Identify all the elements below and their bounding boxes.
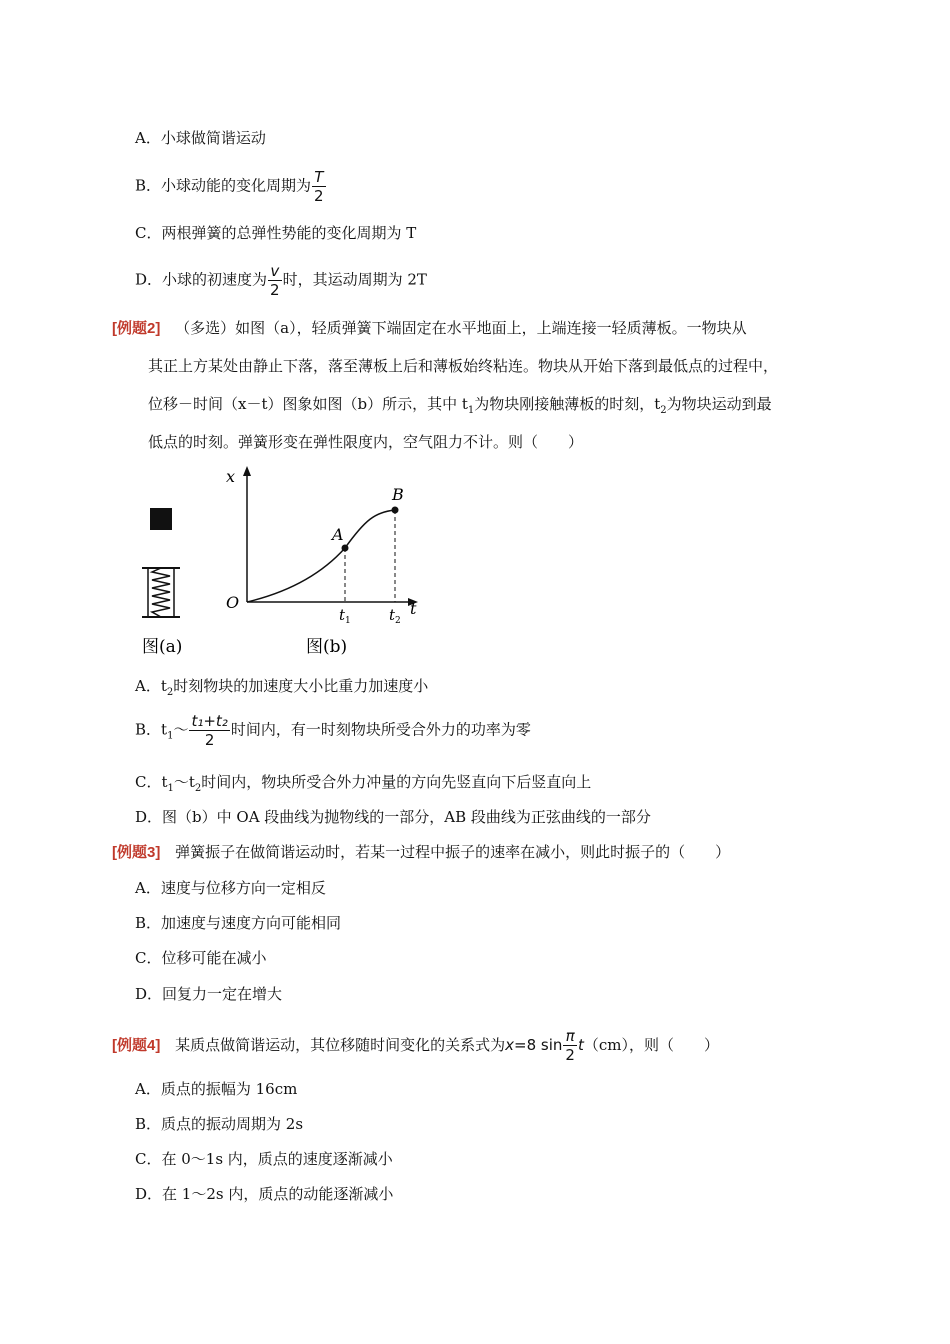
axis-label-t: t [410,599,417,618]
q1-option-d [135,262,427,299]
ex2-option-b-text: 时间内，有一时刻物块所受合外力的功率为零 [230,720,531,739]
q1-option-d-tail: 时，其运动周期为 2T [282,270,427,289]
ex2-option-b-prefix: B．t [135,720,168,739]
ex4-tag: [例题4] [112,1037,161,1054]
ex3-stem [112,842,730,863]
ex2-option-a-text: 时刻物块的加速度大小比重力加速度小 [173,677,429,695]
ex2-option-c-mid: ～t [173,773,195,791]
fraction-denominator: 2 [565,1046,575,1064]
tick-label-t2 [389,606,401,626]
tick-label-t2-main: t [389,606,396,624]
ex2-option-c-sub2: 2 [194,783,202,794]
ex2-option-a-sub: 2 [166,687,174,698]
tick-label-t1-main: t [339,606,346,624]
ex2-line3-c: 为物块运动到最 [666,395,772,413]
ex4-option-b: B．质点的振动周期为 2s [135,1115,304,1133]
ex2-option-b-tilde: ～ [173,720,189,739]
axis-label-x: x [226,467,236,486]
ex2-option-c [135,772,591,799]
ex2-option-c-sub1: 1 [167,783,174,794]
ex4-option-c: C．在 0～1s 内，质点的速度逐渐减小 [135,1150,393,1168]
q1-option-a: A．小球做简谐运动 [135,129,266,147]
fraction-numerator: t₁+t₂ [191,712,228,730]
ex2-line3-b: 为物块刚接触薄板的时刻，t [474,395,661,413]
fraction-v-over-2 [268,262,282,299]
origin-label: O [226,593,240,612]
caption-a: 图(a) [142,637,183,657]
fraction-numerator: T [314,168,324,186]
ex2-option-d: D．图（b）中 OA 段曲线为抛物线的一部分，AB 段曲线为正弦曲线的一部分 [135,808,651,826]
spring-coil-icon [152,568,170,617]
fraction-numerator: π [565,1027,575,1045]
tick-label-t1 [339,606,351,626]
ex2-stem-line4: 低点的时刻。弹簧形变在弹性限度内，空气阻力不计。则（ ） [148,433,584,451]
ex4-stem-post: （cm），则（ ） [583,1036,719,1054]
ex4-stem-pre: 某质点做简谐运动，其位移随时间变化的关系式为 [175,1036,506,1054]
ex2-option-b-sub: 1 [167,730,174,742]
ex2-tag: [例题2] [112,320,161,337]
caption-b: 图(b) [306,637,348,657]
ex4-formula [505,1027,584,1064]
ex2-option-a [135,676,428,703]
q1-option-d-text: D．小球的初速度为 [135,270,268,289]
fraction-denominator: 2 [270,281,280,299]
fraction-denominator: 2 [189,730,229,749]
point-a-label: A [332,525,344,544]
fraction-denominator: 2 [314,187,324,205]
fraction-t-over-2 [312,168,326,205]
ex4-stem [112,1027,719,1064]
ex2-option-b [135,712,531,749]
ex2-line3-sub2: 2 [660,405,667,416]
x-t-curve [247,510,395,602]
ex2-stem-line2: 其正上方某处由静止下落，落至薄板上后和薄板始终粘连。物块从开始下落到最低点的过程中， [148,357,779,375]
ex4-option-a: A．质点的振幅为 16cm [135,1080,298,1098]
formula-var: t [577,1036,584,1054]
q1-option-c: C．两根弹簧的总弹性势能的变化周期为 T [135,224,417,242]
ex2-line1 [112,318,747,339]
q1-option-b [135,168,327,205]
ex3-option-c: C．位移可能在减小 [135,949,267,967]
ex2-stem-line3 [148,394,772,421]
formula-mid: =8 sin [514,1036,563,1054]
fraction-t1-plus-t2-over-2 [189,712,229,749]
q1-option-b-text: B．小球动能的变化周期为 [135,176,312,195]
point-a-marker [342,545,349,552]
ex3-option-b: B．加速度与速度方向可能相同 [135,914,342,932]
axis-x-arrow-icon [243,466,251,476]
ex2-figure [130,462,450,662]
ex4-option-d: D．在 1～2s 内，质点的动能逐渐减小 [135,1185,394,1203]
tick-label-t1-sub: 1 [345,616,351,626]
tick-label-t2-sub: 2 [395,616,401,626]
point-b-label: B [392,485,404,504]
ex2-option-c-prefix: C．t [135,773,168,791]
ex3-tag: [例题3] [112,844,161,861]
ex3-stem-text: 弹簧振子在做简谐运动时，若某一过程中振子的速率在减小，则此时振子的（ ） [175,843,731,861]
ex2-option-a-prefix: A．t [135,677,167,695]
ex3-option-a: A．速度与位移方向一定相反 [135,879,326,897]
block-icon [150,508,172,530]
ex3-option-d: D．回复力一定在增大 [135,985,283,1003]
fraction-pi-over-2 [563,1027,577,1064]
formula-lhs: x [505,1036,515,1054]
ex2-stem-line1: （多选）如图（a），轻质弹簧下端固定在水平地面上，上端连接一轻质薄板。一物块从 [175,319,747,337]
ex2-option-c-text: 时间内，物块所受合外力冲量的方向先竖直向下后竖直向上 [201,773,592,791]
ex2-line3-a: 位移－时间（x－t）图象如图（b）所示，其中 t [148,395,468,413]
fraction-numerator: v [270,262,280,280]
point-b-marker [392,507,399,514]
ex2-line3-sub1: 1 [467,405,475,416]
